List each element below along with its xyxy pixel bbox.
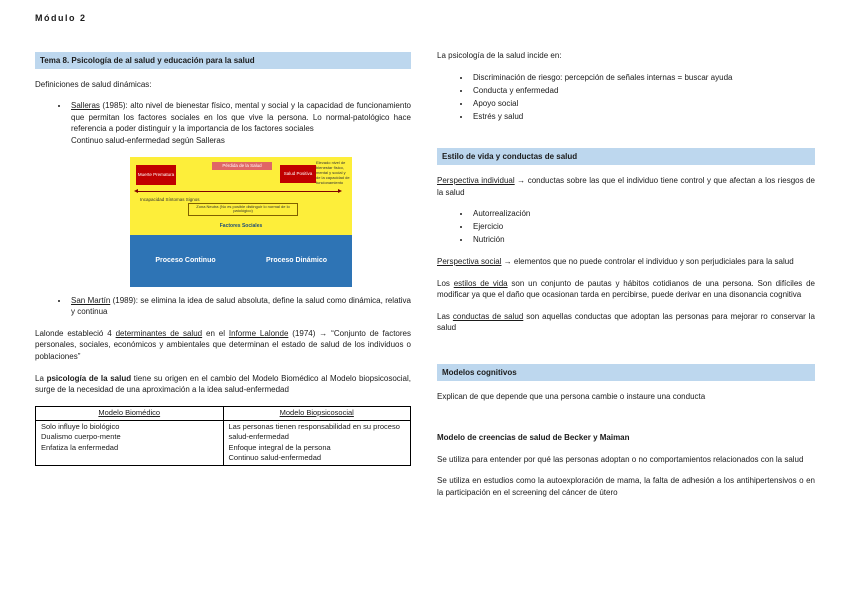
diagram-label-perdida-salud: Pérdida de la Salud (212, 162, 272, 170)
salleras-text: (1985): alto nivel de bienestar físico, mental y social y la capacidad de funcionamiento que permitan los factores sociales en los que vive la persona. Lo normal-patológico hace referencia a poder distinguir y la importancia de los factores sociales (71, 101, 411, 134)
list-item: • Apoyo social (471, 98, 815, 110)
list-item: • Nutrición (471, 234, 815, 246)
section-heading-tema8: Tema 8. Psicología de al salud y educación para la salud (35, 52, 411, 69)
conductas-s2: son aquellas conductas que adoptan las personas para mejorar ro conservar la salud (437, 311, 816, 333)
psicologia-paragraph (35, 373, 411, 396)
table-row (36, 420, 411, 465)
lalonde-s3: (1974) → “Conjunto de factores personales, sociales, económicos y ambientales que determinan el estado de salud de los individuos o poblaciones” (35, 328, 411, 361)
perspectiva-individual-term: Perspectiva individual (437, 176, 515, 186)
section-heading-modelos-cognitivos: Modelos cognitivos (437, 364, 815, 381)
models-comparison-table (35, 406, 411, 466)
table-cell-biopsicosocial (223, 420, 411, 465)
definitions-intro: Definiciones de salud dinámicas: (35, 79, 152, 89)
diagram-label-incapacidad: Incapacidad Síntomas Signos (140, 196, 200, 202)
lalonde-s2: en el (202, 328, 229, 338)
diagram-label-salud-positiva: Salud Positiva (280, 165, 316, 183)
lalonde-term-informe: Informe Lalonde (228, 328, 289, 338)
lalonde-paragraph (35, 328, 411, 363)
definitions-list-2 (35, 295, 411, 318)
salleras-continuum-diagram (130, 157, 352, 287)
salleras-term: Salleras (71, 101, 100, 111)
section-heading-estilo-vida: Estilo de vida y conductas de salud (437, 148, 815, 165)
table-cell-biomedico (36, 420, 224, 465)
table-line: Solo influye lo biológico (41, 421, 120, 431)
diagram-label-muerte-prematura: Muerte Prematura (136, 165, 176, 185)
bullet-san-martin (69, 295, 411, 318)
table-line: Enfatiza la enfermedad (41, 442, 119, 452)
san-martin-term: San Martín (71, 295, 111, 305)
san-martin-text: (1989): se elimina la idea de salud absoluta, define la salud como dinámica, relativa y continua (71, 295, 411, 317)
perspectiva-social-paragraph (437, 256, 815, 268)
list-item: • Discriminación de riesgo: percepción de señales internas = buscar ayuda (471, 72, 815, 84)
table-line: Dualismo cuerpo-mente (41, 432, 121, 442)
diagram-label-proceso-dinamico: Proceso Dinámico (265, 256, 328, 264)
psico-term-bold: psicología de la salud (46, 373, 132, 383)
perspectiva-individual-text: → conductas sobre las que el individuo tiene control y que afectan a los riesgos de la salud (437, 176, 816, 197)
left-column (35, 12, 411, 466)
list-item: • Conducta y enfermedad (471, 85, 815, 97)
estilos-s1: Los (437, 278, 454, 288)
diagram-label-zona-neutra: Zona Neutra (No es posible distinguir lo normal de lo patológico) (188, 203, 298, 217)
diagram-label-factores-sociales: Factores Sociales (219, 222, 263, 229)
perspectiva-social-text: → elementos que no puede controlar el individuo y son perjudiciales para la salud (501, 257, 794, 267)
table-header-biopsicosocial: Modelo Biopsicosocial (223, 406, 411, 420)
table-line: Continuo salud-enfermedad (228, 453, 322, 463)
table-header-row (36, 406, 411, 420)
psico-s2: tiene su origen en el cambio del Modelo Biomédico al Modelo biopsicosocial, surge de la necesidad de una aproximación a la idea salud-enfermedad (35, 373, 411, 395)
perspectiva-individual-paragraph (437, 175, 815, 198)
incide-intro: La psicología de la salud incide en: (437, 51, 562, 60)
estilos-vida-paragraph (437, 278, 815, 301)
conductas-salud-paragraph (437, 311, 815, 334)
psico-s1: La (35, 373, 47, 383)
estilos-term: estilos de vida (453, 278, 508, 288)
modelos-intro: Explican de que depende que una persona cambie o instaure una conducta (437, 391, 706, 401)
becker-heading: Modelo de creencias de salud de Becker y Maiman (437, 433, 630, 443)
lalonde-term-determinantes: determinantes de salud (115, 328, 203, 338)
diagram-blue-band (130, 235, 352, 287)
diagram-yellow-area (130, 157, 352, 235)
becker-paragraph-2: Se utiliza en estudios como la autoexploración de mama, la falta de adhesión a los antihipertensivos o en la participación en el screening del cáncer de útero (437, 476, 815, 497)
perspectiva-social-term: Perspectiva social (437, 257, 502, 267)
table-line: Las personas tienen responsabilidad en su proceso salud-enfermedad (228, 421, 400, 442)
list-item: • Estrés y salud (471, 111, 815, 123)
definitions-list (35, 100, 411, 146)
right-column (437, 50, 815, 509)
estilos-s2: son un conjunto de pautas y hábitos cotidianos de una persona. Son difíciles de modificar ya que el daño que ocasionan tarda en percibirse, puede derivar en una disonancia cognitiva (437, 278, 815, 300)
table-line: Enfoque integral de la persona (228, 442, 331, 452)
bullet-salleras (69, 100, 411, 146)
becker-paragraph-1: Se utiliza para entender por qué las personas adoptan o no comportamientos relacionados con la salud (437, 454, 804, 464)
diagram-label-proceso-continuo: Proceso Continuo (155, 256, 216, 264)
diagram-continuum-arrow (138, 191, 338, 192)
conductas-s1: Las (437, 311, 453, 321)
lalonde-s1: Lalonde estableció 4 (35, 328, 116, 338)
table-header-biomedico: Modelo Biomédico (36, 406, 224, 420)
diagram-label-elevado-nivel: Elevado nivel de bienestar físico, mental y social y de la capacidad de funcionamiento (316, 159, 350, 185)
conductas-term: conductas de salud (452, 311, 524, 321)
list-item: • Ejercicio (471, 221, 815, 233)
module-title: Módulo 2 (35, 13, 87, 23)
list-item: • Autorrealización (471, 208, 815, 220)
salleras-caption: Continuo salud-enfermedad según Salleras (71, 136, 225, 146)
perspectiva-individual-list (437, 208, 815, 246)
incide-list (437, 72, 815, 123)
